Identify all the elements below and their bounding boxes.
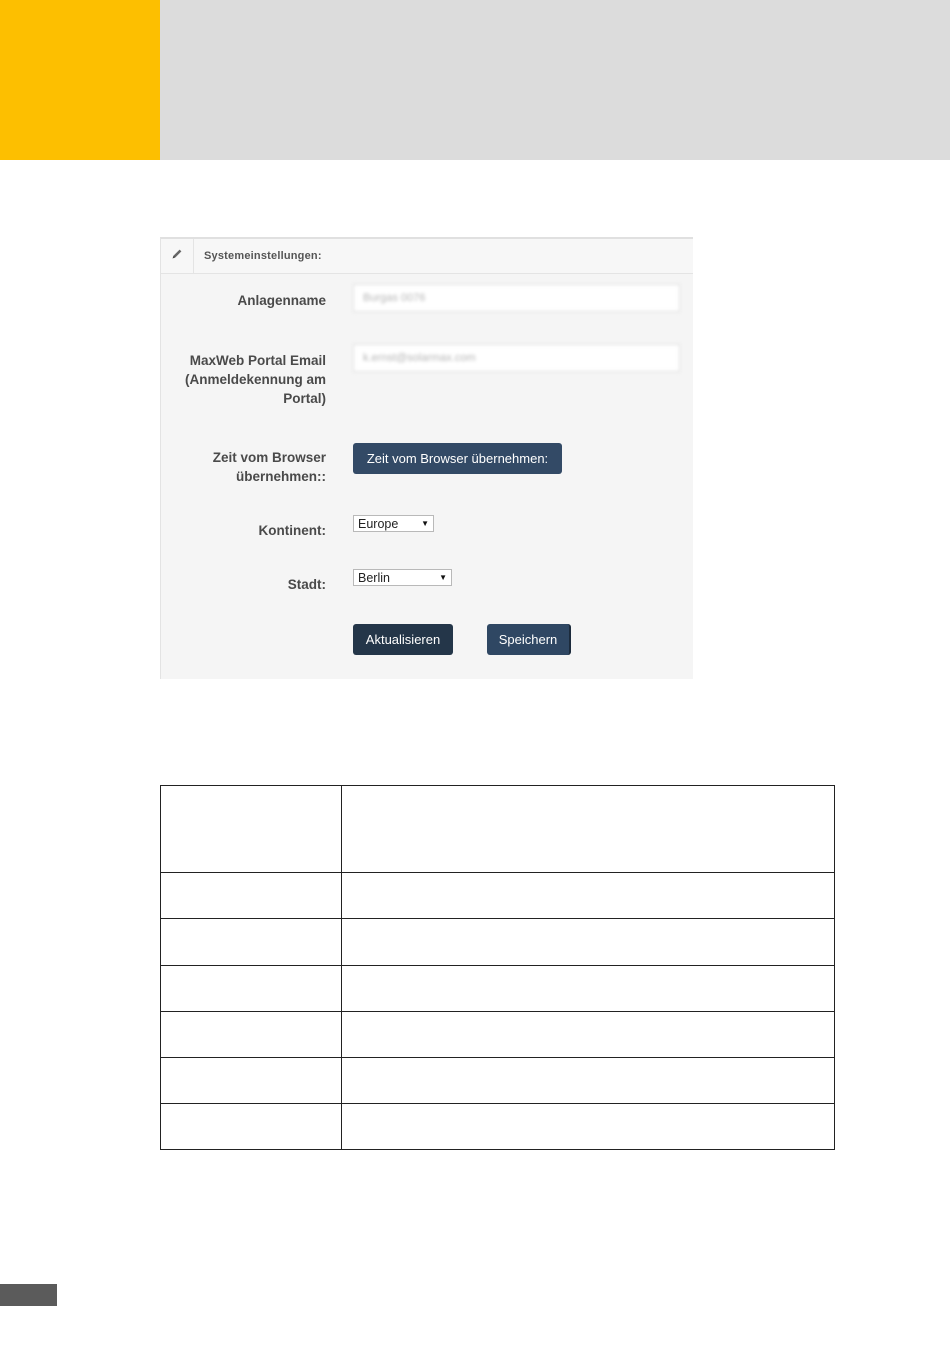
email-label-line1: MaxWeb Portal Email bbox=[189, 353, 326, 368]
table-cell bbox=[342, 1012, 835, 1058]
browser-time-label-line1: Zeit vom Browser bbox=[212, 450, 326, 465]
caret-down-icon: ▼ bbox=[439, 573, 447, 582]
settings-panel bbox=[160, 237, 693, 679]
table-cell bbox=[161, 873, 342, 919]
table-cell bbox=[161, 1104, 342, 1150]
browser-time-label-line2: übernehmen:: bbox=[235, 469, 326, 484]
save-button[interactable]: Speichern bbox=[487, 624, 571, 655]
table-cell bbox=[161, 919, 342, 966]
email-field[interactable] bbox=[353, 344, 680, 372]
table-row bbox=[161, 786, 835, 873]
email-label bbox=[185, 351, 326, 408]
city-value: Berlin bbox=[358, 570, 390, 585]
table-cell bbox=[342, 919, 835, 966]
email-value: k.ernst@solarmax.com bbox=[363, 352, 476, 364]
table-row bbox=[161, 966, 835, 1012]
table-row bbox=[161, 919, 835, 966]
table-cell bbox=[161, 1058, 342, 1104]
empty-table bbox=[160, 785, 835, 1150]
city-select[interactable] bbox=[353, 569, 452, 586]
table-row bbox=[161, 873, 835, 919]
city-label: Stadt: bbox=[287, 577, 326, 592]
continent-label: Kontinent: bbox=[258, 523, 326, 538]
header-accent-block bbox=[0, 0, 160, 160]
table-row bbox=[161, 1012, 835, 1058]
pencil-icon bbox=[171, 247, 183, 265]
panel-icon-cell bbox=[161, 239, 194, 273]
table-cell bbox=[342, 1104, 835, 1150]
plant-name-field[interactable] bbox=[353, 284, 680, 312]
table-cell bbox=[161, 1012, 342, 1058]
continent-select[interactable] bbox=[353, 515, 434, 532]
email-label-line2: (Anmeldekennung am bbox=[184, 372, 326, 387]
header-banner bbox=[160, 0, 950, 160]
panel-header bbox=[161, 239, 693, 274]
table-cell bbox=[342, 786, 835, 873]
update-button[interactable]: Aktualisieren bbox=[353, 624, 453, 655]
table-cell bbox=[342, 1058, 835, 1104]
table-row bbox=[161, 1104, 835, 1150]
table-cell bbox=[342, 966, 835, 1012]
table-cell bbox=[161, 966, 342, 1012]
caret-down-icon: ▼ bbox=[421, 519, 429, 528]
panel-title: Systemeinstellungen: bbox=[204, 250, 322, 262]
browser-time-button[interactable]: Zeit vom Browser übernehmen: bbox=[353, 443, 562, 474]
table-cell bbox=[161, 786, 342, 873]
table-cell bbox=[342, 873, 835, 919]
continent-value: Europe bbox=[358, 516, 399, 531]
page-number-tab bbox=[0, 1284, 57, 1306]
plant-name-label: Anlagenname bbox=[237, 293, 326, 308]
browser-time-label bbox=[213, 448, 326, 486]
table-row bbox=[161, 1058, 835, 1104]
email-label-line3: Portal) bbox=[283, 391, 326, 406]
plant-name-value: Burgas 0076 bbox=[363, 292, 426, 304]
